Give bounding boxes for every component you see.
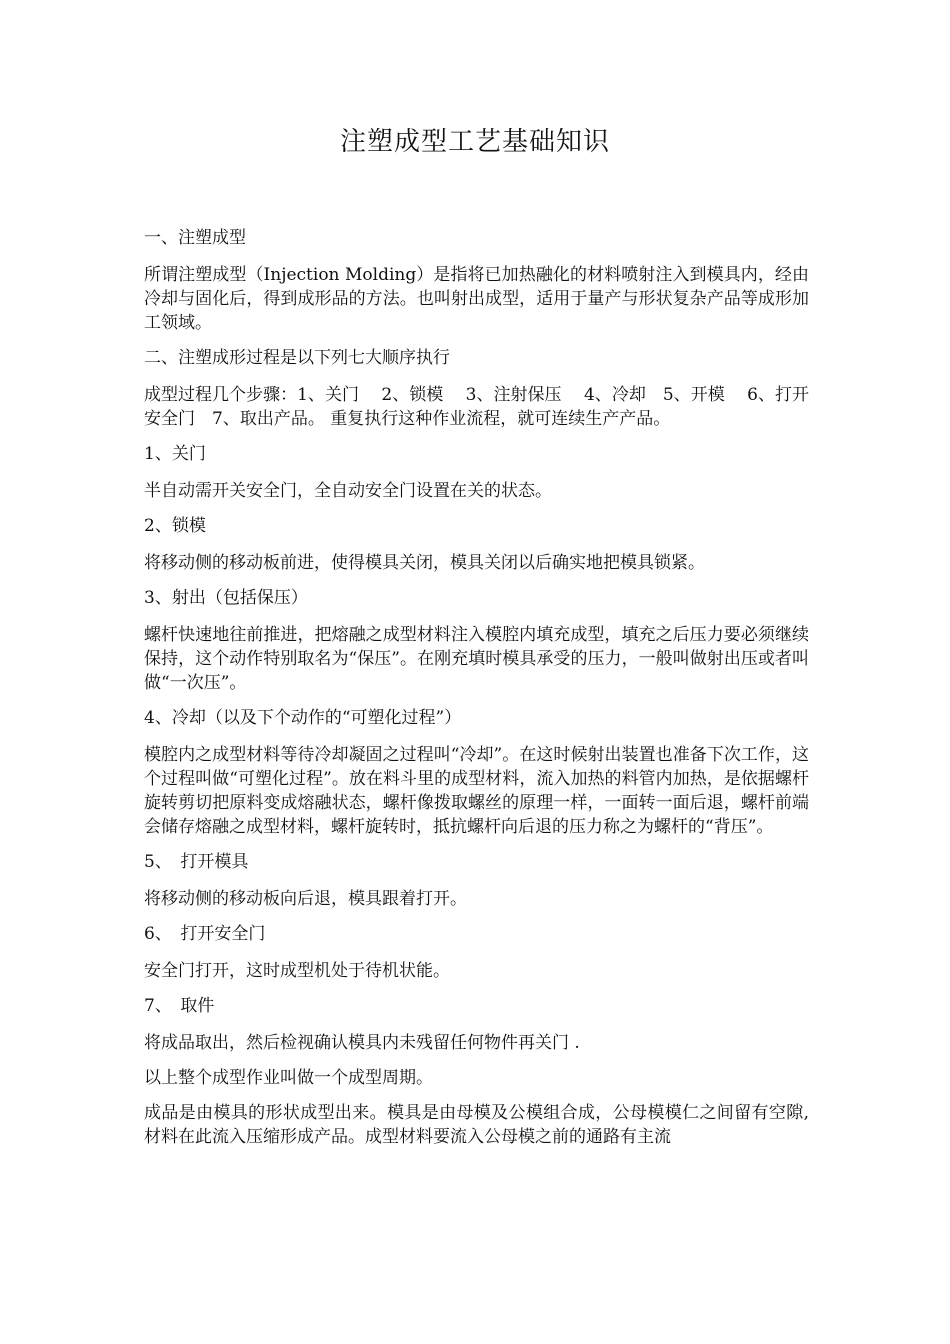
section-heading-1: 一、注塑成型 [144, 228, 246, 248]
section-body-1: 所谓注塑成型（Injection Molding）是指将已加热融化的材料喷射注入到模具内，经由冷却与固化后，得到成形品的方法。也叫射出成型，适用于量产与形状复杂产品等成形加工领域。 [144, 265, 809, 333]
document-body [144, 226, 809, 1149]
step-body-7: 将成品取出，然后检视确认模具内未残留任何物件再关门 . [144, 1033, 580, 1053]
step-body-4: 模腔内之成型材料等待冷却凝固之过程叫“冷却”。在这时候射出装置也准备下次工作，这个过程叫做“可塑化过程”。放在料斗里的成型材料，流入加热的料管内加热，是依据螺杆旋转剪切把原料变成熔融状态，螺杆像拨取螺丝的原理一样，一面转一面后退，螺杆前端会储存熔融之成型材料，螺杆旋转时，抵抗螺杆向后退的压力称之为螺杆的“背压”。 [144, 745, 809, 837]
step-heading-1: 1、关门 [144, 444, 206, 464]
step-body-1: 半自动需开关安全门，全自动安全门设置在关的状态。 [144, 481, 552, 501]
step-body-3: 螺杆快速地往前推进，把熔融之成型材料注入模腔内填充成型，填充之后压力要必须继续保持，这个动作特别取名为“保压”。在刚充填时模具承受的压力，一般叫做射出压或者叫做“一次压”。 [144, 625, 809, 693]
step-heading-2: 2、锁模 [144, 516, 206, 536]
section-heading-2: 二、注塑成形过程是以下列七大顺序执行 [144, 348, 450, 368]
section-body-2: 成型过程几个步骤：1、关门 2、锁模 3、注射保压 4、冷却 5、开模 6、打开安全门 7、取出产品。 重复执行这种作业流程，就可连续生产产品。 [144, 385, 809, 429]
final-paragraph: 成品是由模具的形状成型出来。模具是由母模及公模组合成，公母模模仁之间留有空隙,材料在此流入压缩形成产品。成型材料要流入公母模之前的通路有主流 [144, 1103, 809, 1147]
step-heading-4: 4、冷却（以及下个动作的“可塑化过程”） [144, 708, 462, 728]
step-heading-5: 5、 打开模具 [144, 852, 249, 872]
document-title: 注塑成型工艺基础知识 [339, 127, 610, 157]
step-heading-7: 7、 取件 [144, 996, 215, 1016]
step-body-6: 安全门打开，这时成型机处于待机状能。 [144, 961, 450, 981]
cycle-note: 以上整个成型作业叫做一个成型周期。 [144, 1068, 433, 1088]
step-heading-6: 6、 打开安全门 [144, 924, 266, 944]
step-heading-3: 3、射出（包括保压） [144, 588, 308, 608]
step-body-5: 将移动侧的移动板向后退，模具跟着打开。 [144, 889, 467, 909]
step-body-2: 将移动侧的移动板前进，使得模具关闭，模具关闭以后确实地把模具锁紧。 [144, 553, 705, 573]
